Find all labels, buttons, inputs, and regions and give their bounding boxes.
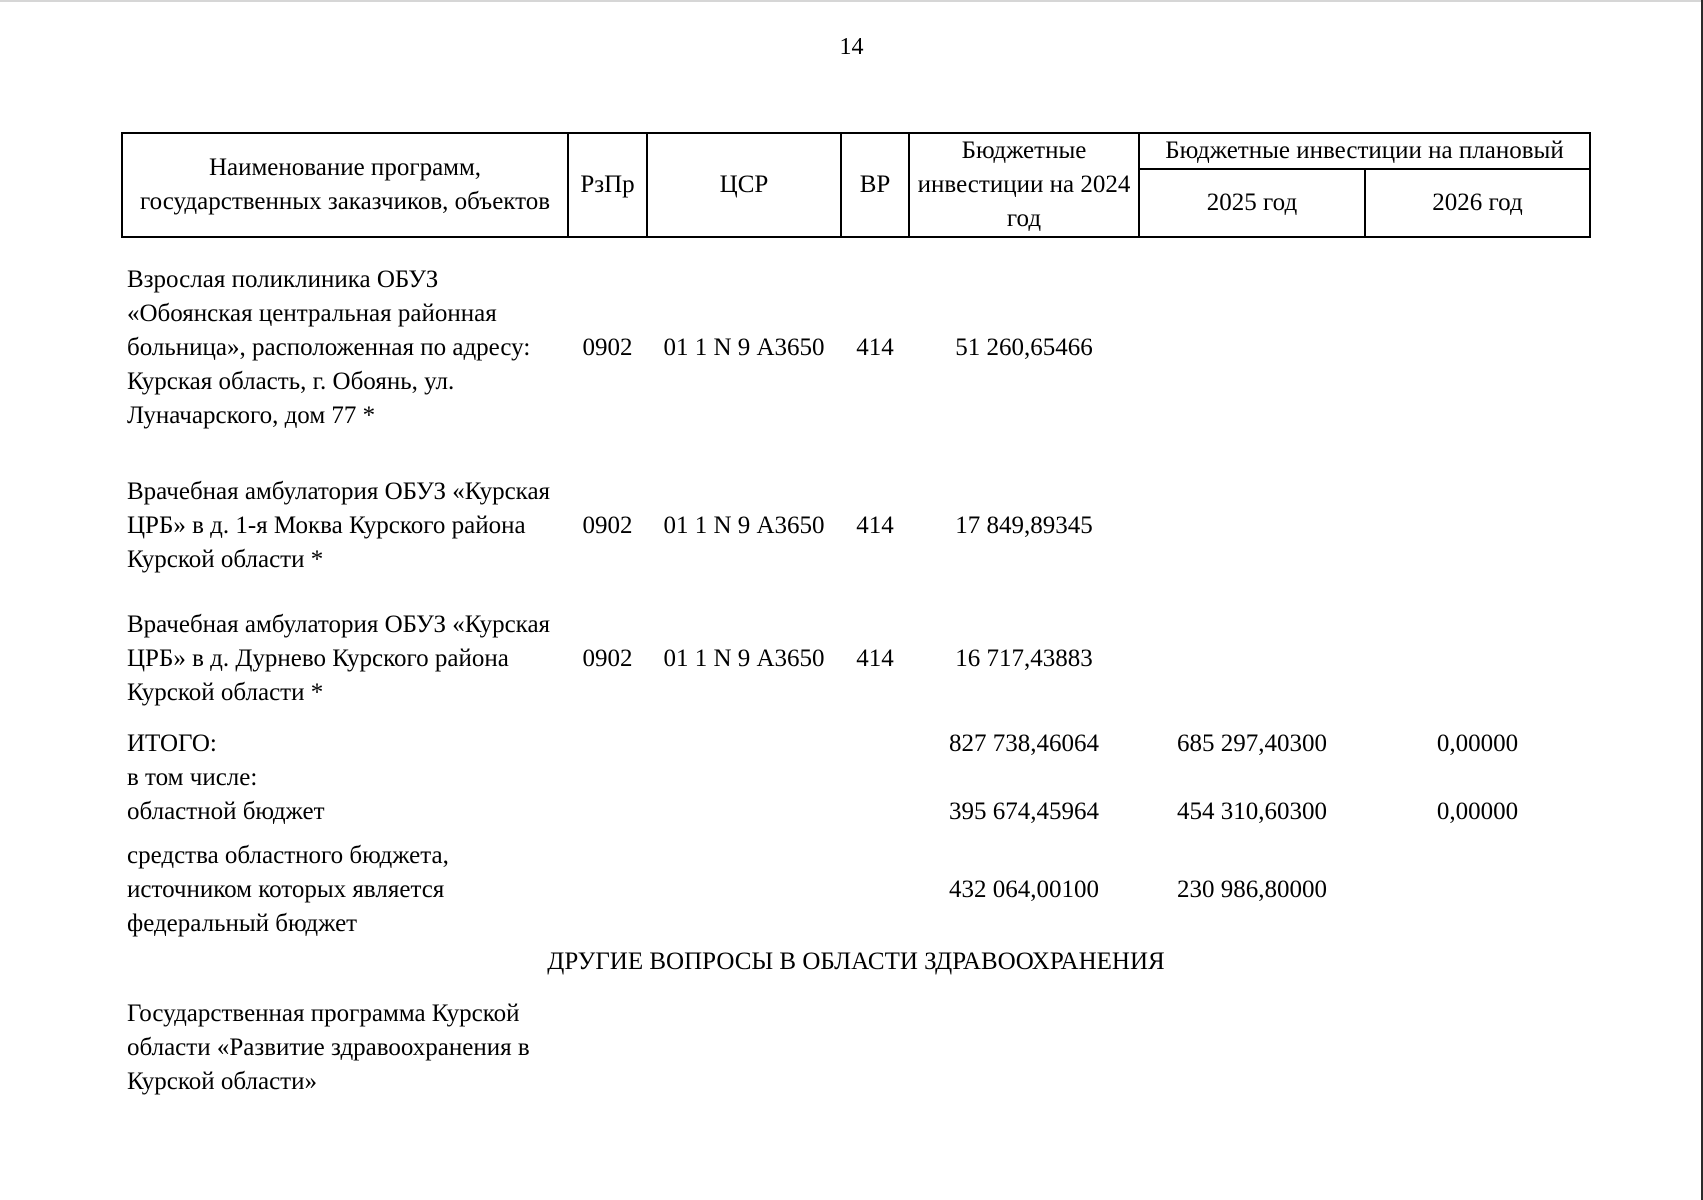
row-value-2026 <box>1365 471 1590 581</box>
row-value-2025 <box>1139 471 1365 581</box>
table-row <box>122 471 1590 581</box>
row-rzpr: 0902 <box>582 512 633 539</box>
row-spacer <box>122 457 1590 471</box>
regional-value-2025: 454 310,60300 <box>1177 798 1327 825</box>
header-vr: ВР <box>841 133 909 237</box>
row-vr: 414 <box>856 645 894 672</box>
row-csr: 01 1 N 9 А3650 <box>663 333 825 361</box>
table-row <box>122 591 1590 727</box>
total-label: ИТОГО: <box>127 730 217 757</box>
including-label: в том числе: <box>127 764 258 791</box>
row-value-2024: 51 260,65466 <box>955 333 1093 361</box>
header-csr: ЦСР <box>647 133 841 237</box>
row-value-2024: 17 849,89345 <box>955 512 1093 539</box>
program-row <box>122 997 1590 1099</box>
federal-value-2026 <box>1365 839 1590 941</box>
row-csr: 01 1 N 9 А3650 <box>663 645 825 672</box>
row-name: Взрослая поликлиника ОБУЗ «Обоянская центральная районная больница», расположенная по адресу: Курская область, г. Обоянь, ул. Луначарского, дом 77 * <box>127 265 531 429</box>
total-value-2024: 827 738,46064 <box>949 730 1099 757</box>
row-value-2026 <box>1365 237 1590 457</box>
header-year-2025: 2025 год <box>1139 169 1365 237</box>
federal-value-2024: 432 064,00100 <box>949 876 1099 903</box>
federal-funds-label: средства областного бюджета, источником которых является федеральный бюджет <box>127 842 449 937</box>
row-name: Врачебная амбулатория ОБУЗ «Курская ЦРБ» в д. 1-я Моква Курского района Курской области * <box>127 478 551 573</box>
header-rzpr: РзПр <box>568 133 647 237</box>
budget-investment-table <box>121 132 1591 1099</box>
regional-value-2024: 395 674,45964 <box>949 798 1099 825</box>
row-spacer <box>122 581 1590 591</box>
row-rzpr: 0902 <box>582 333 633 361</box>
row-rzpr: 0902 <box>582 645 633 672</box>
row-value-2025 <box>1139 237 1365 457</box>
federal-funds-row <box>122 839 1590 941</box>
total-value-2026: 0,00000 <box>1436 730 1519 757</box>
row-name: Врачебная амбулатория ОБУЗ «Курская ЦРБ» в д. Дурнево Курского района Курской области * <box>127 611 551 706</box>
total-row <box>122 727 1590 761</box>
regional-budget-label: областной бюджет <box>127 798 325 825</box>
row-csr: 01 1 N 9 А3650 <box>663 512 825 539</box>
regional-budget-row <box>122 795 1590 829</box>
header-budget-2024: Бюджетные инвестиции на 2024 год <box>909 133 1139 237</box>
table-body <box>122 237 1590 1099</box>
table-row <box>122 237 1590 457</box>
row-value-2025 <box>1139 591 1365 727</box>
federal-value-2025: 230 986,80000 <box>1177 876 1327 903</box>
section-heading-row <box>122 941 1590 983</box>
row-value-2026 <box>1365 591 1590 727</box>
table-header <box>122 133 1590 237</box>
row-vr: 414 <box>856 333 894 361</box>
including-row <box>122 761 1590 795</box>
row-spacer <box>122 829 1590 839</box>
page-number: 14 <box>839 34 864 60</box>
row-vr: 414 <box>856 512 894 539</box>
header-planned-period: Бюджетные инвестиции на плановый <box>1139 133 1590 169</box>
header-year-2026: 2026 год <box>1365 169 1590 237</box>
header-name: Наименование программ, государственных заказчиков, объектов <box>122 133 568 237</box>
section-title: ДРУГИЕ ВОПРОСЫ В ОБЛАСТИ ЗДРАВООХРАНЕНИЯ <box>547 948 1165 975</box>
total-value-2025: 685 297,40300 <box>1177 730 1327 757</box>
regional-value-2026: 0,00000 <box>1436 798 1519 825</box>
row-value-2024: 16 717,43883 <box>955 645 1093 672</box>
program-name: Государственная программа Курской области «Развитие здравоохранения в Курской области» <box>127 1000 530 1095</box>
page-top-border <box>0 0 1703 2</box>
row-spacer <box>122 983 1590 997</box>
